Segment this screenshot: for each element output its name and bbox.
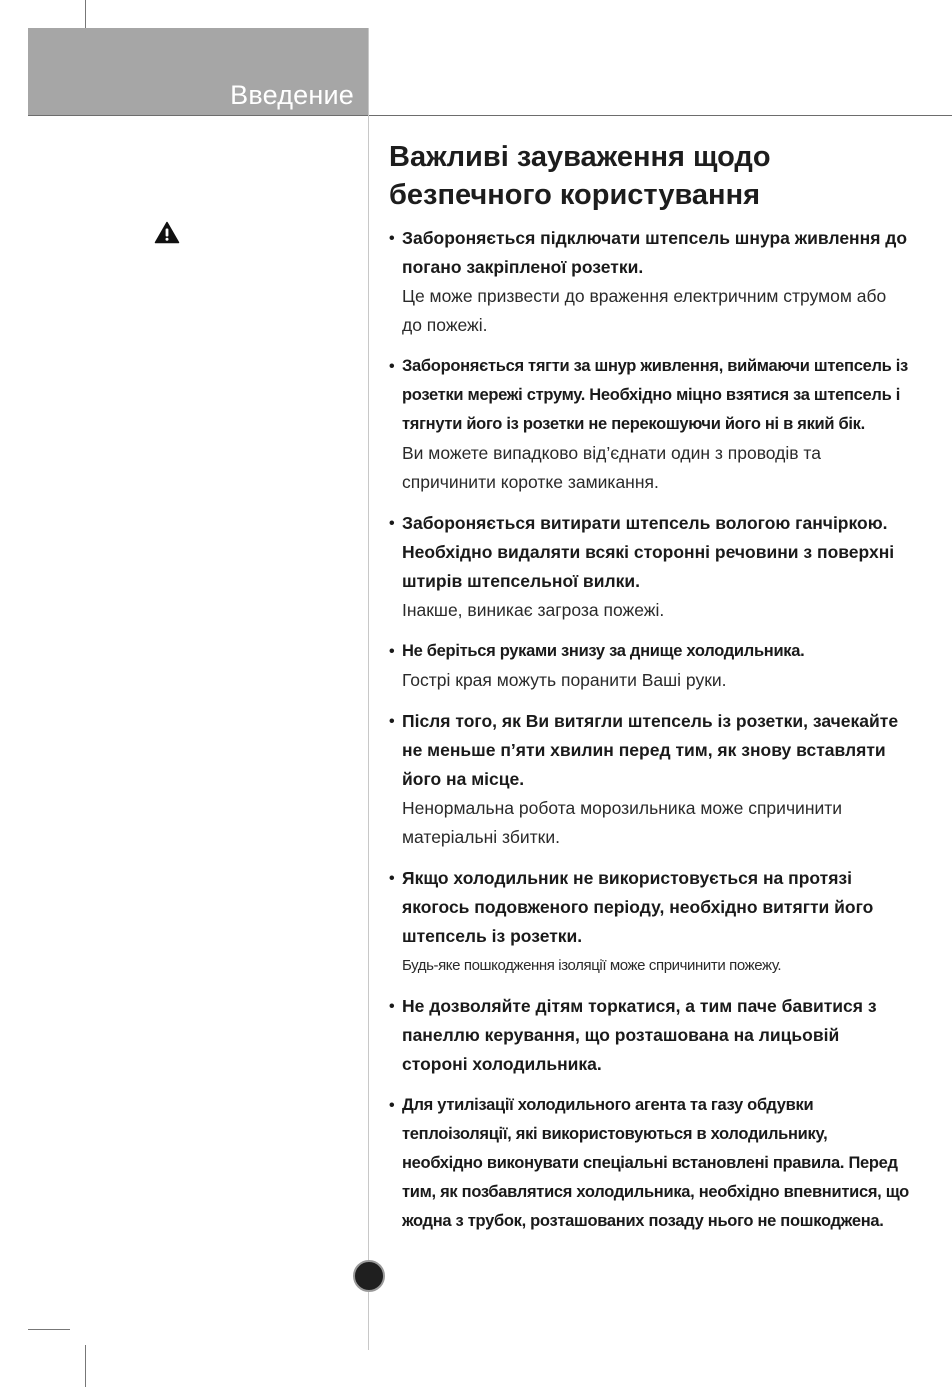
crop-mark-bottom-left <box>28 1329 70 1330</box>
warning-triangle-icon <box>154 221 180 244</box>
safety-note <box>389 352 909 497</box>
crop-mark-bottom <box>85 1345 86 1387</box>
note-warning-text: Забороняється підключати штепсель шнура живлення до погано закріпленої розетки. <box>402 228 908 277</box>
safety-note <box>389 864 909 980</box>
bullet-icon: • <box>389 515 395 532</box>
note-consequence-text: Ненормальна робота морозильника може спричинити матеріальні збитки. <box>402 798 843 847</box>
bullet-icon: • <box>389 870 395 887</box>
page-marker-dot <box>353 1260 385 1292</box>
note-consequence-text: Гострі края можуть поранити Ваші руки. <box>402 670 727 690</box>
page-heading-line2: безпечного користування <box>389 179 761 211</box>
bullet-icon: • <box>389 230 395 247</box>
note-consequence-text: Будь-яке пошкодження ізоляції може спричинити пожежу. <box>402 957 782 974</box>
note-warning-text: Забороняється тягти за шнур живлення, виймаючи штепсель із розетки мережі струму. Необхідно міцно взятися за штепсель і тягнути його із розетки не перекошуючи його ні в який бік. <box>402 357 908 433</box>
bullet-icon: • <box>389 713 395 730</box>
column-divider <box>368 28 369 1350</box>
bullet-icon: • <box>389 1097 395 1114</box>
section-title: Введение <box>230 80 354 110</box>
note-warning-text: Не беріться руками знизу за днище холодильника. <box>402 642 805 660</box>
safety-notes-content <box>389 138 909 1248</box>
safety-note <box>389 224 909 340</box>
bullet-icon: • <box>389 358 395 375</box>
note-warning-text: Після того, як Ви витягли штепсель із розетки, зачекайте не меньше п’яти хвилин перед тим, як знову вставляти його на місце. <box>402 711 899 789</box>
page-heading <box>389 138 909 214</box>
note-consequence-text: Це може призвести до враження електричним струмом або до пожежі. <box>402 286 887 335</box>
section-header-band <box>28 28 368 115</box>
note-warning-text: Забороняється витирати штепсель вологою ганчіркою. Необхідно видаляти всякі сторонні речовини з поверхні штирів штепсельної вилки. <box>402 513 895 591</box>
header-divider <box>28 115 952 116</box>
note-warning-text: Для утилізації холодильного агента та газу обдувки теплоізоляції, які використовуються в холодильнику, необхідно виконувати спеціальні встановлені правила. Перед тим, як позбавлятися холодильника, необхідно впевнитися, що жодна з трубок, розташованих позаду нього не пошкоджена. <box>402 1096 909 1230</box>
safety-note <box>389 992 909 1079</box>
crop-mark-top <box>85 0 86 30</box>
note-consequence-text: Інакше, виникає загроза пожежі. <box>402 600 665 620</box>
note-consequence-text: Ви можете випадково від’єднати один з проводів та спричинити коротке замикання. <box>402 443 821 492</box>
bullet-icon: • <box>389 643 395 660</box>
note-warning-text: Якщо холодильник не використовується на протязі якогось подовженого періоду, необхідно витягти його штепсель із розетки. <box>402 868 874 946</box>
safety-note <box>389 1091 909 1236</box>
note-warning-text: Не дозволяйте дітям торкатися, а тим паче бавитися з панеллю керування, що розташована на лицьовій стороні холодильника. <box>402 996 877 1074</box>
safety-note <box>389 509 909 625</box>
page-heading-line1: Важливі зауваження щодо <box>389 141 771 173</box>
safety-note <box>389 637 909 695</box>
safety-note <box>389 707 909 852</box>
bullet-icon: • <box>389 998 395 1015</box>
